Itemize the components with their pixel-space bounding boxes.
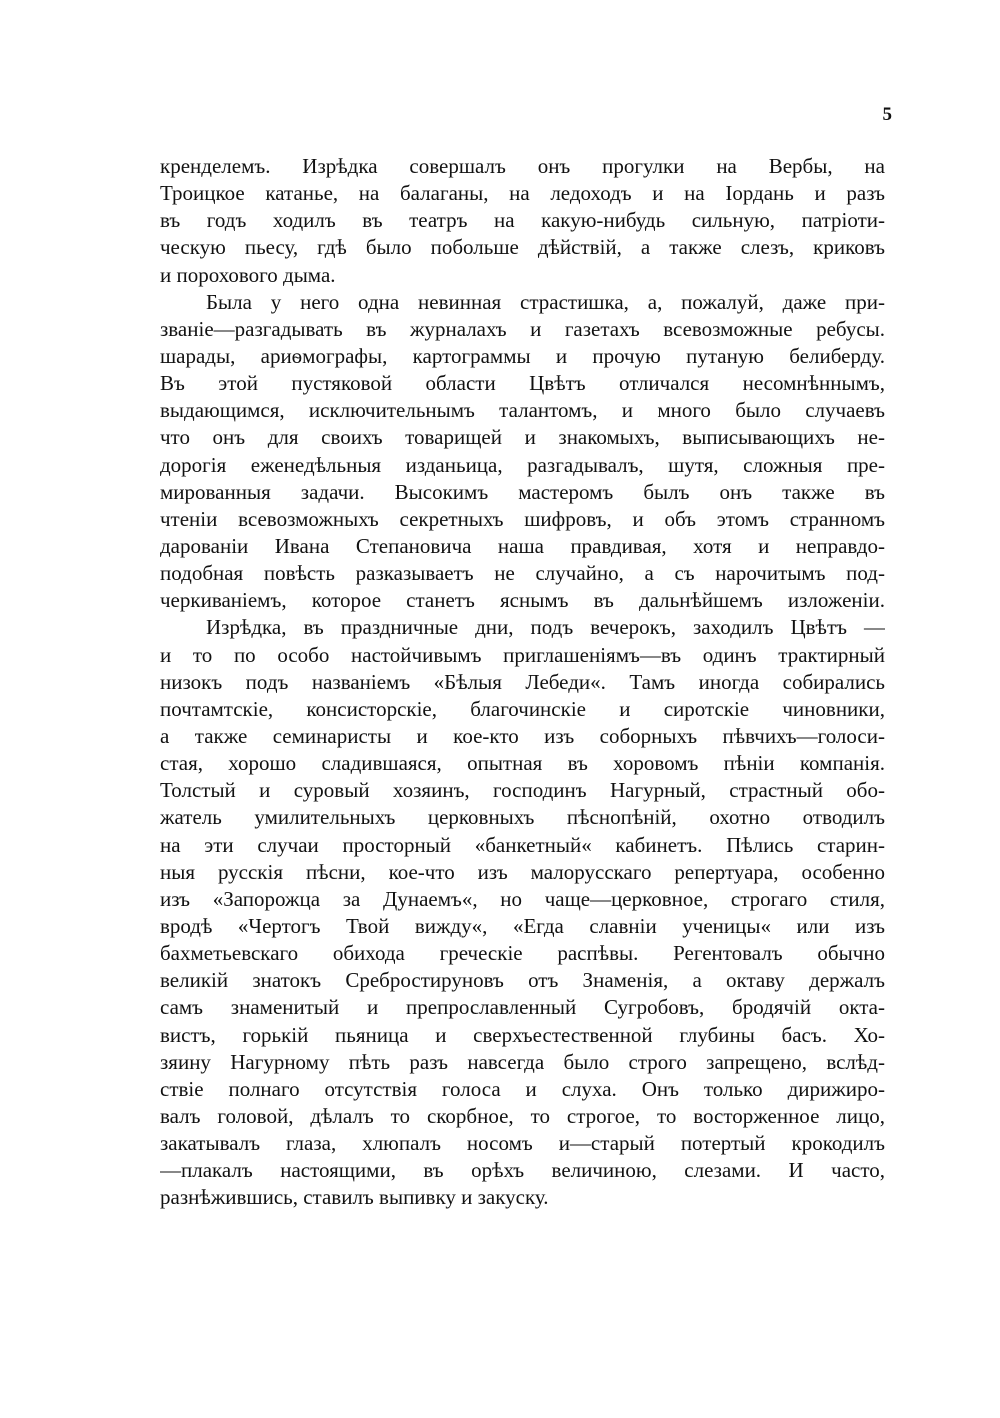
- body-text: [160, 153, 885, 1211]
- text-line: валъ головой, дѣлалъ то скорбное, то строгое, то восторженное лицо,: [160, 1103, 885, 1128]
- paragraph-end-line: разнѣжившись, ставилъ выпивку и закуску.: [160, 1185, 549, 1210]
- text-line: на эти случаи просторный «банкетный« кабинетъ. Пѣлись старин-: [160, 832, 885, 857]
- text-line: и то по особо настойчивымъ приглашеніямъ—въ одинъ трактирный: [160, 642, 885, 667]
- text-line: что онъ для своихъ товарищей и знакомыхъ, выписывающихъ не-: [160, 425, 885, 450]
- text-line: шарады, ариѳмографы, картограммы и прочую путаную белиберду.: [160, 343, 885, 368]
- text-line: зяину Нагурному пѣть разъ навсегда было строго запрещено, вслѣд-: [160, 1049, 885, 1074]
- text-line: кренделемъ. Изрѣдка совершалъ онъ прогулки на Вербы, на: [160, 154, 885, 178]
- paragraph-end-line: и порохового дыма.: [160, 262, 336, 287]
- text-line: подобная повѣсть разказываетъ не случайно, а съ нарочитымъ под-: [160, 561, 885, 586]
- text-line: низокъ подъ названіемъ «Бѣлыя Лебеди«. Тамъ иногда собирались: [160, 669, 885, 694]
- text-line: Толстый и суровый хозяинъ, господинъ Нагурный, страстный обо-: [160, 778, 885, 803]
- paragraph-first-line: Изрѣдка, въ праздничные дни, подъ вечерокъ, заходилъ Цвѣтъ —: [206, 615, 885, 640]
- text-line: выдающимся, исключительнымъ талантомъ, и много было случаевъ: [160, 398, 885, 423]
- text-line: Въ этой пустяковой области Цвѣтъ отличался несомнѣннымъ,: [160, 371, 885, 396]
- text-line: мированныя задачи. Высокимъ мастеромъ былъ онъ также въ: [160, 479, 885, 504]
- text-line: самъ знаменитый и препрославленный Сугробовъ, бродячій окта-: [160, 995, 885, 1020]
- text-line: чтеніи всевозможныхъ секретныхъ шифровъ, и объ этомъ странномъ: [160, 506, 885, 531]
- text-line: въ годъ ходилъ въ театръ на какую-нибудь сильную, патріоти-: [160, 208, 885, 233]
- text-line: званіе—разгадывать въ журналахъ и газетахъ всевозможные ребусы.: [160, 316, 885, 341]
- text-line: бахметьевскаго обихода греческіе распѣвы. Регентовалъ обычно: [160, 941, 885, 966]
- text-line: Троицкое катанье, на балаганы, на ледоходъ и на Іордань и разъ: [160, 181, 885, 206]
- text-line: ческую пьесу, гдѣ было побольше дѣйствій, а также слезъ, криковъ: [160, 235, 885, 260]
- text-line: дарованіи Ивана Степановича наша правдивая, хотя и неправдо-: [160, 533, 885, 558]
- paragraph-end-line: черкиваніемъ, которое станетъ яснымъ въ дальнѣйшемъ изложеніи.: [160, 588, 885, 613]
- text-line: почтамтскіе, консисторскіе, благочинскіе и сиротскіе чиновники,: [160, 696, 885, 721]
- text-line: вистъ, горькій пьяница и сверхъестественной глубины басъ. Хо-: [160, 1022, 885, 1047]
- text-line: великій знатокъ Сребростируновъ отъ Знаменія, а октаву держалъ: [160, 968, 885, 993]
- text-line: изъ «Запорожца за Дунаемъ«, но чаще—церковное, строгаго стиля,: [160, 886, 885, 911]
- page-number: 5: [882, 104, 892, 125]
- text-line: а также семинаристы и кое-кто изъ соборныхъ пѣвчихъ—голоси-: [160, 723, 885, 748]
- text-line: дорогія еженедѣльныя изданьица, разгадывалъ, шутя, сложныя пре-: [160, 452, 885, 477]
- text-line: —плакалъ настоящими, въ орѣхъ величиною, слезами. И часто,: [160, 1158, 885, 1183]
- text-line: ныя русскія пѣсни, кое-что изъ малорусскаго репертуара, особенно: [160, 859, 885, 884]
- text-line: ствіе полнаго отсутствія голоса и слуха. Онъ только дирижиро-: [160, 1076, 885, 1101]
- text-line: вродѣ «Чертогъ Твой вижду«, «Егда славніи ученицы« или изъ: [160, 913, 885, 938]
- text-line: закатывалъ глаза, хлюпалъ носомъ и—старый потертый крокодилъ: [160, 1131, 885, 1156]
- paragraph-first-line: Была у него одна невинная страстишка, а, пожалуй, даже при-: [206, 289, 885, 314]
- text-line: жатель умилительныхъ церковныхъ пѣснопѣній, охотно отводилъ: [160, 805, 885, 830]
- text-line: стая, хорошо сладившаяся, опытная въ хоровомъ пѣніи компанія.: [160, 751, 885, 776]
